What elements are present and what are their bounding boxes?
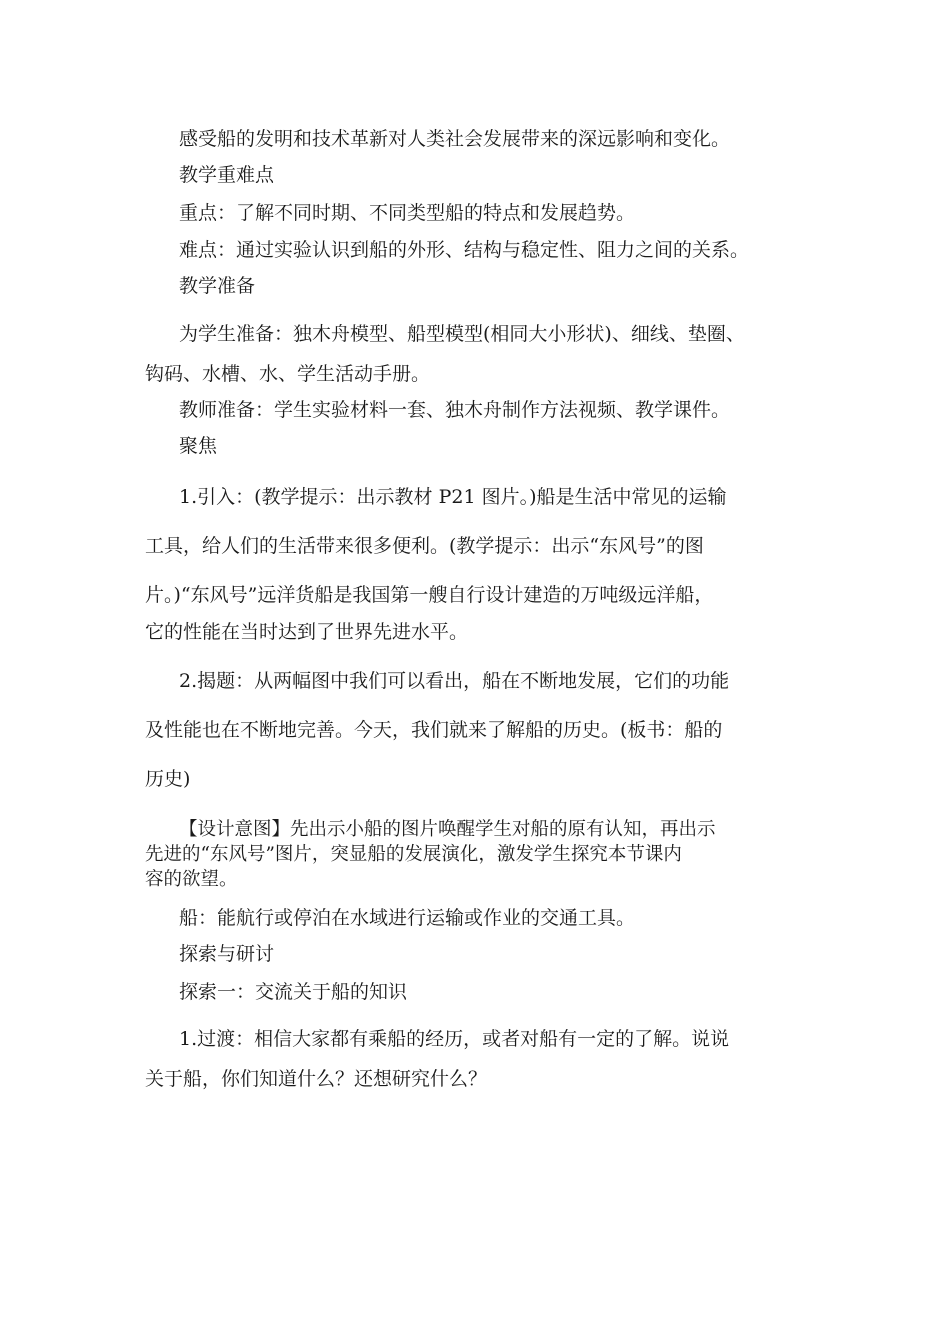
section-heading: 聚焦 [179, 435, 218, 457]
text-line: 1.过渡：相信大家都有乘船的经历，或者对船有一定的了解。说说 [179, 1028, 730, 1050]
text-line: 1.引入：(教学提示：出示教材 P21 图片。)船是生活中常见的运输 [179, 486, 727, 508]
design-intent-text: 容的欲望。 [145, 869, 238, 890]
design-intent-text: 先进的“东风号”图片，突显船的发展演化，激发学生探究本节课内 [145, 844, 682, 865]
text-line: 为学生准备：独木舟模型、船型模型(相同大小形状)、细线、垫圈、 [179, 323, 745, 345]
text-line: 及性能也在不断地完善。今天，我们就来了解船的历史。(板书：船的 [145, 719, 723, 741]
text-line: 2.揭题：从两幅图中我们可以看出，船在不断地发展，它们的功能 [179, 670, 730, 692]
text-line: 关于船，你们知道什么？还想研究什么？ [145, 1068, 488, 1090]
text-line: 它的性能在当时达到了世界先进水平。 [145, 621, 469, 643]
text-line: 工具，给人们的生活带来很多便利。(教学提示：出示“东风号”的图 [145, 535, 704, 557]
section-heading: 教学重难点 [179, 164, 275, 186]
text-line: 片。)“东风号”远洋货船是我国第一艘自行设计建造的万吨级远洋船， [145, 584, 714, 606]
text-line: 教师准备：学生实验材料一套、独木舟制作方法视频、教学课件。 [179, 399, 731, 421]
text-line: 重点：了解不同时期、不同类型船的特点和发展趋势。 [179, 202, 636, 224]
text-line: 感受船的发明和技术革新对人类社会发展带来的深远影响和变化。 [179, 128, 731, 150]
text-line: 船：能航行或停泊在水域进行运输或作业的交通工具。 [179, 907, 636, 929]
section-heading: 探索与研讨 [179, 943, 275, 965]
design-intent-text: 【设计意图】先出示小船的图片唤醒学生对船的原有认知，再出示 [179, 819, 716, 840]
text-line: 历史) [145, 768, 191, 790]
section-heading: 教学准备 [179, 275, 256, 297]
text-line: 钩码、水槽、水、学生活动手册。 [145, 363, 431, 385]
section-heading: 探索一：交流关于船的知识 [179, 981, 408, 1003]
text-line: 难点：通过实验认识到船的外形、结构与稳定性、阻力之间的关系。 [179, 239, 750, 261]
